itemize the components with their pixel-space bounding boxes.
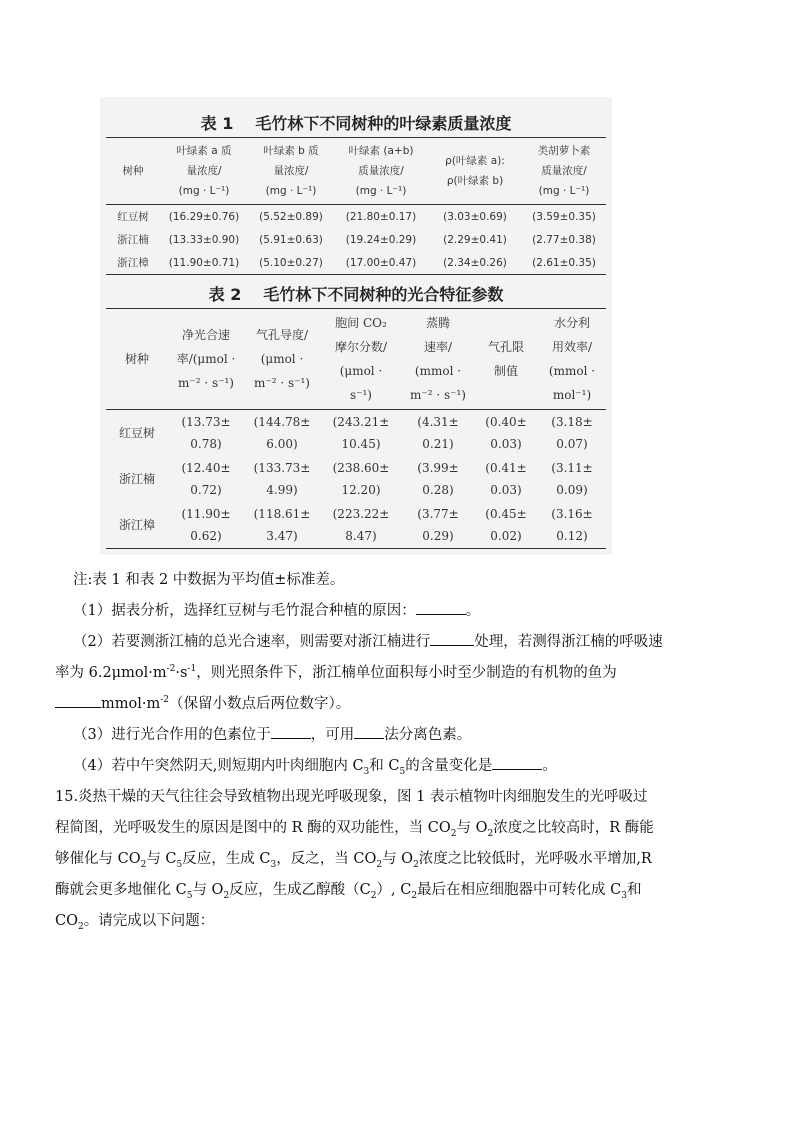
p15-l2-c: 浓度之比较高时，R 酶能 [493, 820, 654, 836]
table2-header-row [106, 309, 606, 410]
question-2-sup-1: -2 [166, 664, 176, 675]
p15-l2-b: 与 O [456, 820, 488, 836]
problem-15-line-2 [55, 816, 654, 839]
question-2-text-a: （2）若要测浙江楠的总光合速率，则需要对浙江楠进行 [73, 634, 431, 650]
value-cell: (11.90± 0.62) [181, 507, 231, 543]
value-cell: (2.29±0.41) [443, 233, 507, 246]
p15-l3-sub-5: 2 [413, 859, 419, 870]
p15-l2-sub-2: 2 [487, 828, 494, 839]
p15-l3-sub-3: 3 [270, 859, 277, 870]
value-cell: (133.73± 4.99) [253, 461, 311, 497]
species-cell: 红豆树 [117, 211, 149, 223]
table2-header-cell: 净光合速 率/(μmol · m⁻² · s⁻¹) [176, 328, 236, 390]
p15-l2-a: 程简图，光呼吸发生的原因是图中的 R 酶的双功能性，当 CO [55, 820, 451, 836]
problem-15-line-4 [55, 878, 642, 901]
question-3-text-a: （3）进行光合作用的色素位于 [73, 727, 271, 743]
question-4-text-a: （4）若中午突然阴天,则短期内叶肉细胞内 C [73, 758, 364, 774]
value-cell: (3.99± 0.28) [417, 461, 459, 497]
question-2-text-f: mmol·m [101, 696, 161, 712]
answer-blank-3b[interactable] [354, 724, 384, 739]
table1-header-row [106, 138, 606, 205]
p15-l4-f: 和 [627, 882, 642, 898]
p15-l4-sub-2: 2 [223, 890, 230, 901]
question-2-line-1 [73, 630, 663, 651]
value-cell: (3.77± 0.29) [417, 507, 459, 543]
value-cell: (11.90±0.71) [168, 256, 240, 269]
table2-caption-number: 表 2 [208, 285, 242, 304]
value-cell: (19.24±0.29) [345, 233, 417, 246]
value-cell: (5.91±0.63) [259, 233, 323, 246]
table1-row [106, 205, 606, 229]
species-cell: 浙江樟 [118, 518, 155, 532]
p15-l5-sub-1: 2 [77, 921, 84, 932]
table2 [106, 308, 606, 549]
table1-header-cell: 类胡萝卜素 质量浓度/ (mg · L⁻¹) [537, 145, 591, 197]
question-4-end: 。 [542, 758, 557, 774]
question-4-sub-2: 5 [399, 766, 406, 777]
value-cell: (223.22± 8.47) [332, 507, 390, 543]
question-2-text-b: 处理，若测得浙江楠的呼吸速 [474, 634, 663, 650]
question-2-line-3 [55, 692, 350, 713]
value-cell: (238.60± 12.20) [332, 461, 390, 497]
table2-caption-text: 毛竹林下不同树种的光合特征参数 [263, 285, 504, 304]
p15-l4-d: ）, C [376, 882, 412, 898]
value-cell: (3.11± 0.09) [551, 461, 593, 497]
table2-header-cell: 胞间 CO₂ 摩尔分数/ (μmol · s⁻¹) [334, 316, 388, 402]
value-cell: (243.21± 10.45) [332, 415, 390, 451]
p15-l4-sub-4: 2 [411, 890, 418, 901]
table1-caption-number: 表 1 [200, 114, 234, 133]
question-2-text-e: ，则光照条件下，浙江楠单位面积每小时至少制造的有机物的鱼为 [196, 665, 617, 681]
question-2-sup-2: -1 [187, 664, 197, 675]
p15-l4-sub-3: 2 [370, 890, 377, 901]
species-cell: 浙江楠 [117, 234, 149, 246]
p15-l4-b: 与 O [192, 882, 224, 898]
table2-row [106, 410, 606, 457]
table1-row [106, 251, 606, 275]
problem-15-line-1: 15.炎热干燥的天气往往会导致植物出现光呼吸现象，图 1 表示植物叶肉细胞发生的光呼吸过 [55, 789, 648, 805]
question-2-line-2 [55, 661, 617, 682]
value-cell: (144.78± 6.00) [253, 415, 311, 451]
table1-row [106, 228, 606, 251]
p15-l3-e: 与 O [382, 851, 414, 867]
question-4-text-c: 的含量变化是 [405, 758, 493, 774]
table1 [106, 137, 606, 275]
value-cell: (2.77±0.38) [532, 233, 596, 246]
table1-body [106, 205, 606, 275]
value-cell: (2.34±0.26) [443, 256, 507, 269]
table2-header-cell: 气孔限 制值 [487, 340, 524, 378]
table1-header-cell: ρ(叶绿素 a): ρ(叶绿素 b) [445, 155, 505, 187]
p15-l4-c: 反应，生成乙醇酸（C [229, 882, 371, 898]
p15-l5-a: CO [55, 913, 78, 929]
table2-row [106, 456, 606, 502]
question-2-text-c: 率为 6.2μmol·m [55, 665, 167, 681]
value-cell: (21.80±0.17) [345, 210, 417, 223]
p15-l5-b: 。请完成以下问题： [83, 913, 215, 929]
table1-caption [100, 111, 612, 134]
answer-blank-2b[interactable] [55, 693, 101, 708]
value-cell: (4.31± 0.21) [417, 415, 459, 451]
value-cell: (3.16± 0.12) [551, 507, 593, 543]
table2-header-cell: 蒸腾 速率/ (mmol · m⁻² · s⁻¹) [410, 316, 466, 402]
p15-l3-sub-2: 5 [176, 859, 183, 870]
value-cell: (13.33±0.90) [168, 233, 240, 246]
table-note: 注:表 1 和表 2 中数据为平均值±标准差。 [73, 572, 345, 588]
table2-header-cell: 气孔导度/ (μmol · m⁻² · s⁻¹) [254, 328, 310, 390]
answer-blank-3a[interactable] [271, 724, 311, 739]
scanned-tables-image [100, 97, 612, 555]
value-cell: (3.18± 0.07) [551, 415, 593, 451]
table1-header-cell: 叶绿素 (a+b) 质量浓度/ (mg · L⁻¹) [348, 145, 414, 197]
question-1-end: 。 [465, 603, 481, 619]
value-cell: (3.59±0.35) [532, 210, 596, 223]
value-cell: (5.10±0.27) [259, 256, 323, 269]
table2-header-cell: 水分利 用效率/ (mmol · mol⁻¹) [548, 316, 596, 402]
p15-l3-c: 反应，生成 C [182, 851, 271, 867]
question-2-text-g: （保留小数点后两位数字）。 [169, 696, 351, 712]
value-cell: (118.61± 3.47) [253, 507, 311, 543]
p15-l4-e: 最后在相应细胞器中可转化成 C [417, 882, 622, 898]
table2-body [106, 410, 606, 549]
value-cell: (17.00±0.47) [345, 256, 417, 269]
p15-l2-sub-1: 2 [450, 828, 457, 839]
value-cell: (0.45± 0.02) [485, 507, 527, 543]
p15-l4-a: 酶就会更多地催化 C [55, 882, 187, 898]
question-2-sup-3: -2 [160, 695, 170, 706]
table2-caption [100, 282, 612, 305]
question-3-text-b: ，可用 [310, 727, 355, 743]
species-cell: 红豆树 [118, 426, 155, 440]
question-4-text-b: 和 C [369, 758, 400, 774]
p15-l3-a: 够催化与 CO [55, 851, 141, 867]
question-2-text-d: ·s [175, 665, 188, 681]
answer-blank-4[interactable] [492, 755, 542, 770]
table1-caption-text: 毛竹林下不同树种的叶绿素质量浓度 [255, 114, 512, 133]
answer-blank-2a[interactable] [430, 631, 474, 646]
value-cell: (12.40± 0.72) [181, 461, 231, 497]
p15-l3-d: ，反之，当 CO [276, 851, 377, 867]
problem-15-line-5 [55, 909, 214, 932]
p15-l3-sub-1: 2 [140, 859, 147, 870]
value-cell: (16.29±0.76) [168, 210, 240, 223]
value-cell: (5.52±0.89) [259, 210, 323, 223]
question-4 [73, 754, 557, 777]
table1-header-cell: 叶绿素 a 质 量浓度/ (mg · L⁻¹) [176, 145, 232, 197]
species-cell: 浙江楠 [118, 472, 155, 486]
p15-l3-sub-4: 2 [376, 859, 383, 870]
value-cell: (2.61±0.35) [532, 256, 596, 269]
table1-header-cell: 树种 [122, 165, 144, 177]
p15-l4-sub-1: 5 [186, 890, 193, 901]
value-cell: (13.73± 0.78) [181, 415, 231, 451]
species-cell: 浙江樟 [117, 257, 149, 269]
p15-l3-f: 浓度之比较低时，光呼吸水平增加,R [418, 851, 652, 867]
question-3 [73, 723, 471, 744]
problem-15-line-3 [55, 847, 652, 870]
question-1 [73, 599, 480, 620]
question-3-text-c: 法分离色素。 [384, 727, 472, 743]
p15-l4-sub-5: 3 [621, 890, 627, 901]
answer-blank-1[interactable] [416, 600, 466, 615]
value-cell: (0.41± 0.03) [485, 461, 527, 497]
p15-l3-b: 与 C [146, 851, 177, 867]
value-cell: (0.40± 0.03) [485, 415, 527, 451]
value-cell: (3.03±0.69) [443, 210, 507, 223]
table1-header-cell: 叶绿素 b 质 量浓度/ (mg · L⁻¹) [263, 145, 319, 197]
question-4-sub-1: 3 [363, 766, 370, 777]
table2-header-cell: 树种 [124, 352, 149, 366]
table2-row [106, 502, 606, 549]
question-1-text: （1）据表分析，选择红豆树与毛竹混合种植的原因： [73, 603, 416, 619]
